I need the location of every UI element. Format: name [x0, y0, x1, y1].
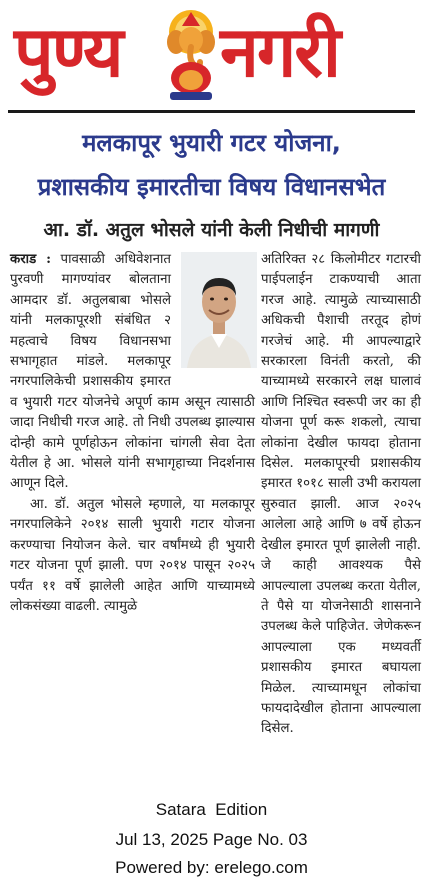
- article-paragraph-1-text: पावसाळी अधिवेशनात पुरवणी मागण्यांवर बोलताना आमदार डॉ. अतुलबाबा भोसले यांनी मलकापूरशी संबंधित २ महत्वाचे विषय विधानसभा सभागृहात मांडले. मलकापूर नगरपालिकेची प्रशासकीय इमारत व भुयारी गटर योजनेचे अपूर्ण काम असून त्यासाठी जादा निधीची गरज आहे. तो निधी उपलब्ध झाल्यास दोन्ही कामे पूर्णहोऊन लोकांना चांगली सेवा देता येतील हे आ. भोसले यांनी सभागृहाच्या निदर्शनास आणून दिले.: [10, 252, 255, 492]
- photo-wrap-space: [175, 250, 255, 373]
- headline-line-1: मलकापूर भुयारी गटर योजना,: [82, 129, 341, 157]
- edition-label: Satara Edition: [155, 800, 268, 819]
- headline-line-2: प्रशासकीय इमारतीचा विषय विधानसभेत: [37, 173, 386, 201]
- masthead-divider: [8, 110, 415, 113]
- article-column-left: [10, 250, 255, 617]
- article-paragraph-3: अतिरिक्त २८ किलोमीटर गटारची पाईपलाईन टाकण्याची आता गरज आहे. त्यामुळे त्याच्यासाठी अधिकची पैशाची तरतूद होणं गरजेचं आहे. मी आपल्याद्वारे सरकारला विनंती करतो, की याच्यामध्ये सरकारने लक्ष घालावं आणि निश्चित स्वरूपी जर का ही योजना पूर्ण करू शकलो, त्याचा लोकांना देखील फायदा होताना दिसेल. मलकापूरची प्रशासकीय इमारत १०१८ साली उभी करायला सुरुवात झाली. आज २०२५ आलेला आहे आणि ७ वर्षे होऊन देखील इमारत पूर्ण झालेली नाही. जे काही आवश्यक पैसे आपल्याला उपलब्ध करता येतील, ते पैसे या योजनेसाठी शासनाने उपलब्ध केले पाहिजेत. जेणेकरून आपल्याला एक मध्यवर्ती प्रशासकीय इमारत बघायला मिळेल. त्याच्यामधून लोकांचा फायदादेखील होताना आपल्याला दिसेल.: [261, 252, 421, 737]
- masthead-title-right: नगरी: [220, 11, 340, 93]
- masthead: [0, 0, 423, 108]
- ganesha-emblem-icon: [160, 2, 222, 102]
- masthead-title-left: पुण्य: [14, 11, 122, 93]
- article-column-right: [261, 250, 421, 740]
- dateline: कराड :: [10, 252, 52, 267]
- subheadline: आ. डॉ. अतुल भोसले यांनी केली निधीची मागणी: [43, 219, 380, 241]
- article-paragraph-2: आ. डॉ. अतुल भोसले म्हणाले, या मलकापूर नगरपालिकेने २०१४ साली भुयारी गटार योजना करण्याचा नियोजन केले. चार वर्षांमध्ये ही भुयारी गटर योजना पूर्ण झाली. पण २०१४ पासून २०२५ पर्यंत ११ वर्षे झालेली आहेत आणि याच्यामध्ये लोकसंख्या वाढली. त्यामुळे: [10, 496, 255, 614]
- powered-by: Powered by: erelego.com: [115, 858, 308, 877]
- edition-date: Jul 13, 2025 Page No. 03: [115, 830, 308, 849]
